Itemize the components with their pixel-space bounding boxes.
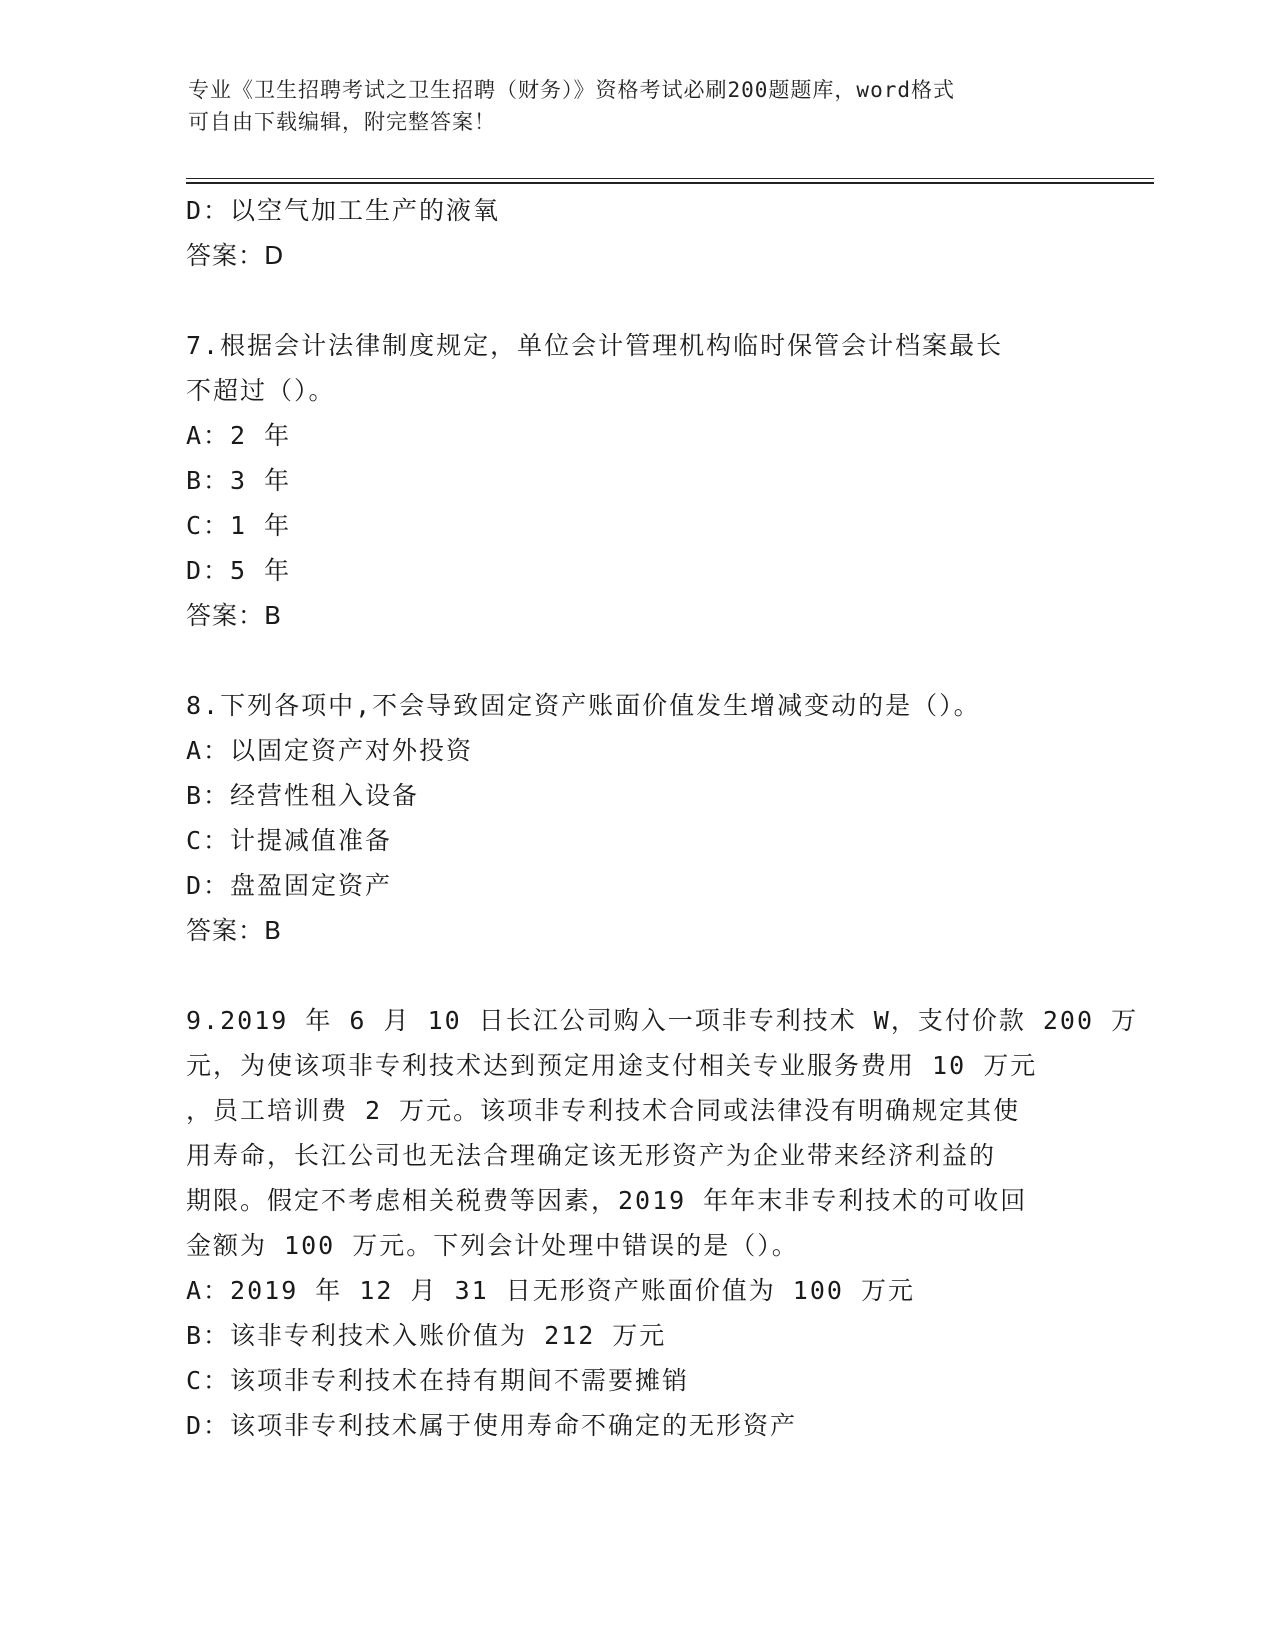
option-b: B：3 年: [186, 466, 292, 495]
question-text-line: 用寿命，长江公司也无法合理确定该无形资产为企业带来经济利益的: [186, 1141, 997, 1170]
header-line-1: 专业《卫生招聘考试之卫生招聘（财务）》资格考试必刷200题题库，word格式: [188, 78, 955, 102]
question-text-line: 期限。假定不考虑相关税费等因素，2019 年年末非专利技术的可收回: [186, 1186, 1028, 1215]
option-c: C：计提减值准备: [186, 826, 393, 855]
question-text-line: 8.下列各项中,不会导致固定资产账面价值发生增减变动的是（）。: [186, 691, 981, 720]
question-9: [186, 998, 1139, 1448]
question-text-line: 元，为使该项非专利技术达到预定用途支付相关专业服务费用 10 万元: [186, 1051, 1038, 1080]
option-b: B：该非专利技术入账价值为 212 万元: [186, 1321, 667, 1350]
question-text-line: 金额为 100 万元。下列会计处理中错误的是（）。: [186, 1231, 799, 1260]
question-content: [186, 188, 1139, 1448]
answer: 答案：D: [186, 241, 285, 270]
question-8: [186, 683, 1086, 953]
option-b: B：经营性租入设备: [186, 781, 420, 810]
option-d: D：5 年: [186, 556, 292, 585]
question-text-line: 9.2019 年 6 月 10 日长江公司购入一项非专利技术 W，支付价款 200 万: [186, 1006, 1139, 1035]
answer: 答案：B: [186, 601, 283, 630]
question-text-line: 7.根据会计法律制度规定，单位会计管理机构临时保管会计档案最长: [186, 331, 1004, 360]
header-divider-top: [186, 178, 1154, 179]
answer: 答案：B: [186, 916, 283, 945]
option-a: A：2 年: [186, 421, 292, 450]
option-d: D：盘盈固定资产: [186, 871, 393, 900]
header-line-2: 可自由下载编辑，附完整答案！: [188, 110, 496, 134]
question-text-line: ，员工培训费 2 万元。该项非专利技术合同或法律没有明确规定其使: [186, 1096, 1021, 1125]
option-d: D：以空气加工生产的液氧: [186, 196, 501, 225]
spacer: [186, 278, 1086, 323]
option-c: C：1 年: [186, 511, 292, 540]
question-7: [186, 323, 1086, 638]
document-header: [188, 74, 1068, 138]
spacer: [186, 953, 1086, 998]
spacer: [186, 638, 1086, 683]
option-c: C：该项非专利技术在持有期间不需要摊销: [186, 1366, 690, 1395]
option-a: A：以固定资产对外投资: [186, 736, 474, 765]
option-a: A：2019 年 12 月 31 日无形资产账面价值为 100 万元: [186, 1276, 915, 1305]
question-text-line: 不超过（）。: [186, 376, 336, 405]
option-d: D：该项非专利技术属于使用寿命不确定的无形资产: [186, 1411, 798, 1440]
header-divider-bottom: [186, 182, 1154, 184]
